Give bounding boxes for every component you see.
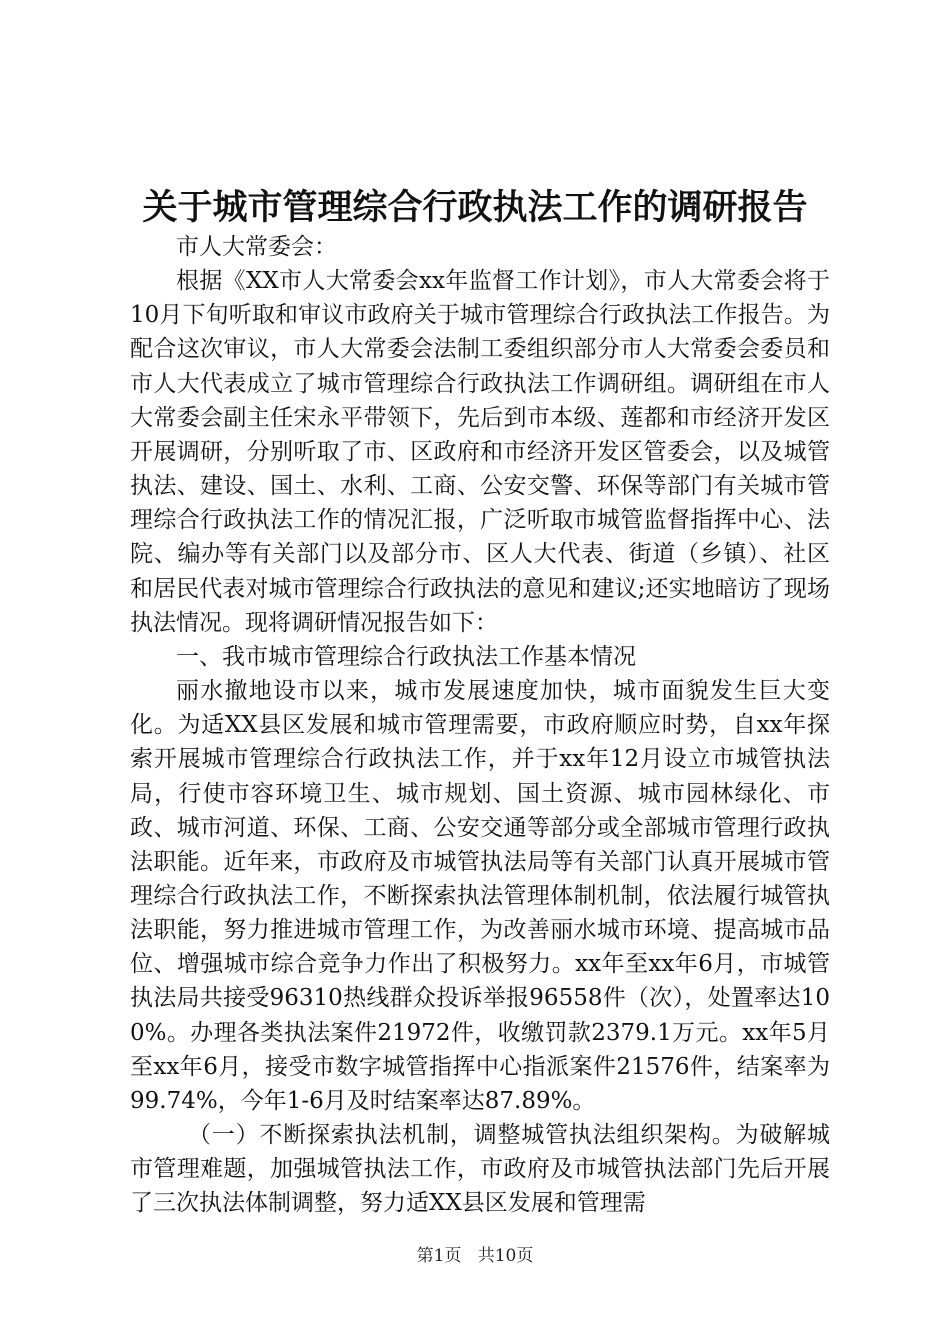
footer-spacer bbox=[467, 1246, 472, 1266]
salutation: 市人大常委会： bbox=[176, 234, 337, 260]
overview-paragraph: 丽水撤地设市以来，城市发展速度加快，城市面貌发生巨大变化。为适XX县区发展和城市管理需要，市政府顺应时势，自xx年探索开展城市管理综合行政执法工作，并于xx年12月设立市城管执法局，行使市容环境卫生、城市规划、国土资源、城市园林绿化、市政、城市河道、环保、工商、公安交通等部分或全部城市管理行政执法职能。近年来，市政府及市城管执法局等有关部门认真开展城市管理综合行政执法工作，不断探索执法管理体制机制，依法履行城管执法职能，努力推进城市管理工作，为改善丽水城市环境、提高城市品位、增强城市综合竞争力作出了积极努力。xx年至xx年6月，市城管执法局共接受96310热线群众投诉举报96558件（次），处置率达100%。办理各类执法案件21972件，收缴罚款2379.1万元。xx年5月至xx年6月，接受市数字城管指挥中心指派案件21576件，结案率为99.74%，今年1-6月及时结案率达87.89%。 bbox=[130, 678, 830, 1114]
document-title: 关于城市管理综合行政执法工作的调研报告 bbox=[142, 187, 808, 228]
page-footer bbox=[0, 1244, 950, 1268]
intro-paragraph: 根据《XX市人大常委会xx年监督工作计划》，市人大常委会将于10月下旬听取和审议市政府关于城市管理综合行政执法工作报告。为配合这次审议，市人大常委会法制工委组织部分市人大常委会委员和市人大代表成立了城市管理综合行政执法工作调研组。调研组在市人大常委会副主任宋永平带领下，先后到市本级、莲都和市经济开发区开展调研，分别听取了市、区政府和市经济开发区管委会，以及城管执法、建设、国土、水利、工商、公安交警、环保等部门有关城市管理综合行政执法工作的情况汇报，广泛听取市城管监督指挥中心、法院、编办等有关部门以及部分市、区人大代表、街道（乡镇）、社区和居民代表对城市管理综合行政执法的意见和建议;还实地暗访了现场执法情况。现将调研情况报告如下： bbox=[130, 268, 830, 636]
document-body bbox=[130, 230, 830, 1221]
page-number-total: 共10页 bbox=[477, 1246, 534, 1266]
section-heading: 一、我市城市管理综合行政执法工作基本情况 bbox=[176, 643, 636, 670]
page-number-current: 第1页 bbox=[416, 1246, 462, 1266]
subsection-paragraph: （一）不断探索执法机制，调整城管执法组织架构。为破解城市管理难题，加强城管执法工作，市政府及市城管执法部门先后开展了三次执法体制调整，努力适XX县区发展和管理需 bbox=[130, 1122, 830, 1217]
